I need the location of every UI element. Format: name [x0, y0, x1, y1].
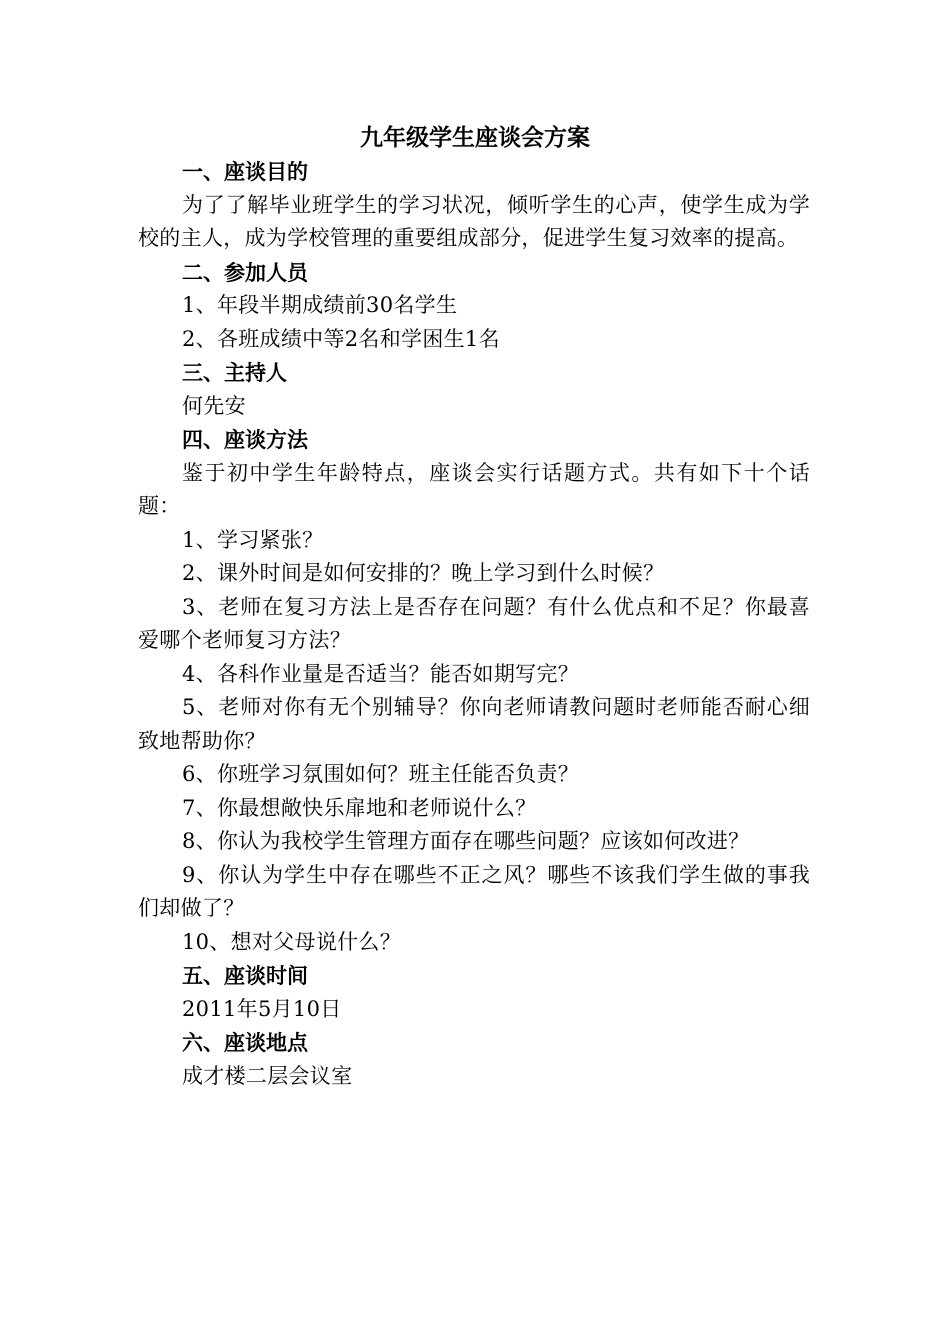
section-participants: [138, 256, 810, 357]
section-method: [138, 423, 810, 959]
section-host: [138, 356, 810, 423]
list-item: 9、你认为学生中存在哪些不正之风？哪些不该我们学生做的事我们却做了？: [138, 862, 810, 920]
section-time: [138, 959, 810, 1026]
host-name: 何先安: [182, 393, 246, 418]
list-item: 10、想对父母说什么？: [182, 929, 402, 954]
list-item: 2、各班成绩中等2名和学困生1名: [182, 326, 500, 351]
list-item: 1、年段半期成绩前30名学生: [182, 293, 458, 317]
document-page: [138, 121, 810, 1093]
list-item: 2、课外时间是如何安排的？晚上学习到什么时候？: [182, 561, 665, 585]
list-item: 7、你最想敞快乐扉地和老师说什么？: [182, 795, 537, 820]
list-item: 6、你班学习氛围如何？班主任能否负责？: [182, 762, 580, 786]
section-paragraph: 鉴于初中学生年龄特点，座谈会实行话题方式。共有如下十个话题：: [138, 460, 810, 518]
meeting-date: 2011年5月10日: [182, 996, 342, 1021]
section-heading: 五、座谈时间: [182, 963, 308, 988]
section-paragraph: 为了了解毕业班学生的学习状况，倾听学生的心声，使学生成为学校的主人，成为学校管理的重要组成部分，促进学生复习效率的提高。: [138, 192, 810, 250]
list-item: 5、老师对你有无个别辅导？你向老师请教问题时老师能否耐心细致地帮助你？: [138, 695, 810, 753]
section-purpose: [138, 155, 810, 256]
list-item: 4、各科作业量是否适当？能否如期写完？: [182, 661, 580, 686]
section-heading: 六、座谈地点: [182, 1030, 308, 1055]
list-item: 1、学习紧张？: [182, 527, 324, 552]
meeting-location: 成才楼二层会议室: [182, 1063, 353, 1088]
section-heading: 二、参加人员: [182, 259, 308, 285]
list-item: 3、老师在复习方法上是否存在问题？有什么优点和不足？你最喜爱哪个老师复习方法？: [138, 594, 810, 652]
section-heading: 一、座谈目的: [182, 159, 308, 184]
document-title: 九年级学生座谈会方案: [360, 124, 590, 151]
list-item: 8、你认为我校学生管理方面存在哪些问题？应该如何改进？: [182, 829, 750, 853]
section-location: [138, 1026, 810, 1093]
section-heading: 四、座谈方法: [182, 427, 308, 452]
section-heading: 三、主持人: [182, 360, 287, 385]
